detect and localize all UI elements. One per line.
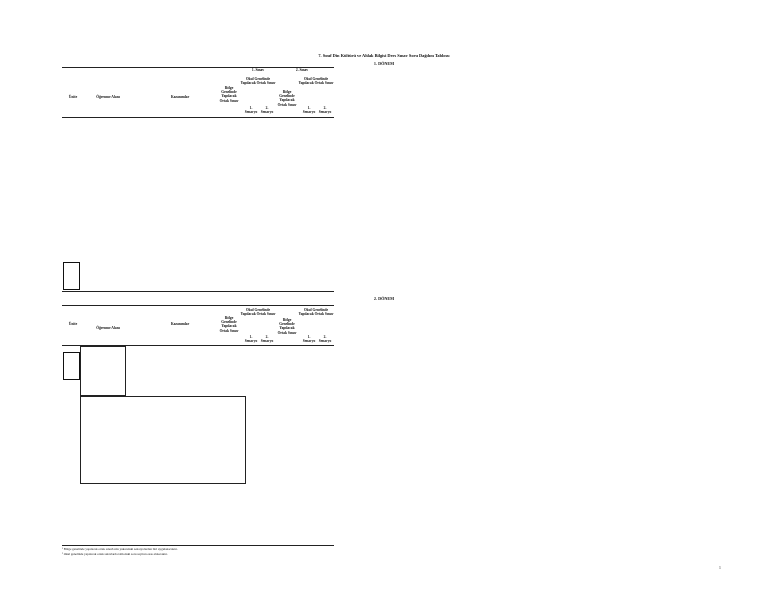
term1-scenario2-b: 2. Senaryo [318, 106, 332, 115]
term1-schoolwide-header-1: Bölge Genelinde Yapılacak Ortak Sınav [219, 86, 239, 103]
term2-rule-top [62, 305, 334, 306]
term2-scenario2-a: 2. Senaryo [260, 335, 274, 344]
document-title: 7. Sınıf Din Kültürü ve Ahlak Bilgisi Ders Sınav Soru Dağılım Tablosu [318, 53, 450, 58]
term1-school-exam-header-2: Okul Genelinde Yapılacak Ortak Sınav [298, 77, 334, 86]
term1-scenario1-b: 1. Senaryo [302, 106, 316, 115]
term1-title: 1. DÖNEM [373, 61, 395, 66]
footnote-1: ¹ Bölge genelinde yapılacak ortak sınavlarda yukarıdaki senaryolardan biri uygulanacaktır. [62, 547, 178, 551]
term2-scenario1-a: 1. Senaryo [244, 335, 258, 344]
term2-area-header: Öğrenme Alanı [96, 326, 120, 330]
term2-schoolwide-header-1: Bölge Genelinde Yapılacak Ortak Sınav [219, 316, 239, 333]
term1-exam2-header: 2. Sınav [295, 68, 309, 72]
term1-outcomes-header: Kazanımlar [170, 95, 190, 99]
term1-unit-3 [63, 262, 80, 290]
term2-schoolwide-header-2: Bölge Genelinde Yapılacak Ortak Sınav [277, 318, 297, 335]
term2-group-box-2 [80, 396, 246, 484]
page-number: 1 [719, 566, 721, 570]
term2-unit-1 [63, 352, 80, 380]
term1-rule-bottom [62, 291, 334, 292]
term2-school-exam-header-2: Okul Genelinde Yapılacak Ortak Sınav [298, 308, 334, 317]
term1-school-exam-header-1: Okul Genelinde Yapılacak Ortak Sınav [240, 77, 276, 86]
term1-scenario2-a: 2. Senaryo [260, 106, 274, 115]
term2-scenario2-b: 2. Senaryo [318, 335, 332, 344]
term1-exam1-header: 1. Sınav [251, 68, 265, 72]
term1-scenario1-a: 1. Senaryo [244, 106, 258, 115]
footnote-2: ² Okul genelinde yapılacak ortak sınavlarda tablodaki soru sayıları esas alınacaktır. [62, 552, 168, 556]
term2-outcomes-header: Kazanımlar [170, 322, 190, 326]
term2-group-box-1 [80, 346, 126, 396]
term1-schoolwide-header-2: Bölge Genelinde Yapılacak Ortak Sınav [277, 90, 297, 107]
term1-rule-header [62, 117, 334, 118]
term2-school-exam-header-1: Okul Genelinde Yapılacak Ortak Sınav [240, 308, 276, 317]
term1-unit-header: Ünite [68, 95, 78, 99]
term1-area-header: Öğrenme Alanı [96, 95, 120, 99]
term2-rule-bottom [62, 545, 334, 546]
term2-title: 2. DÖNEM [373, 296, 395, 301]
term2-unit-header: Ünite [68, 322, 78, 326]
term2-scenario1-b: 1. Senaryo [302, 335, 316, 344]
term1-rule-top [62, 67, 334, 68]
